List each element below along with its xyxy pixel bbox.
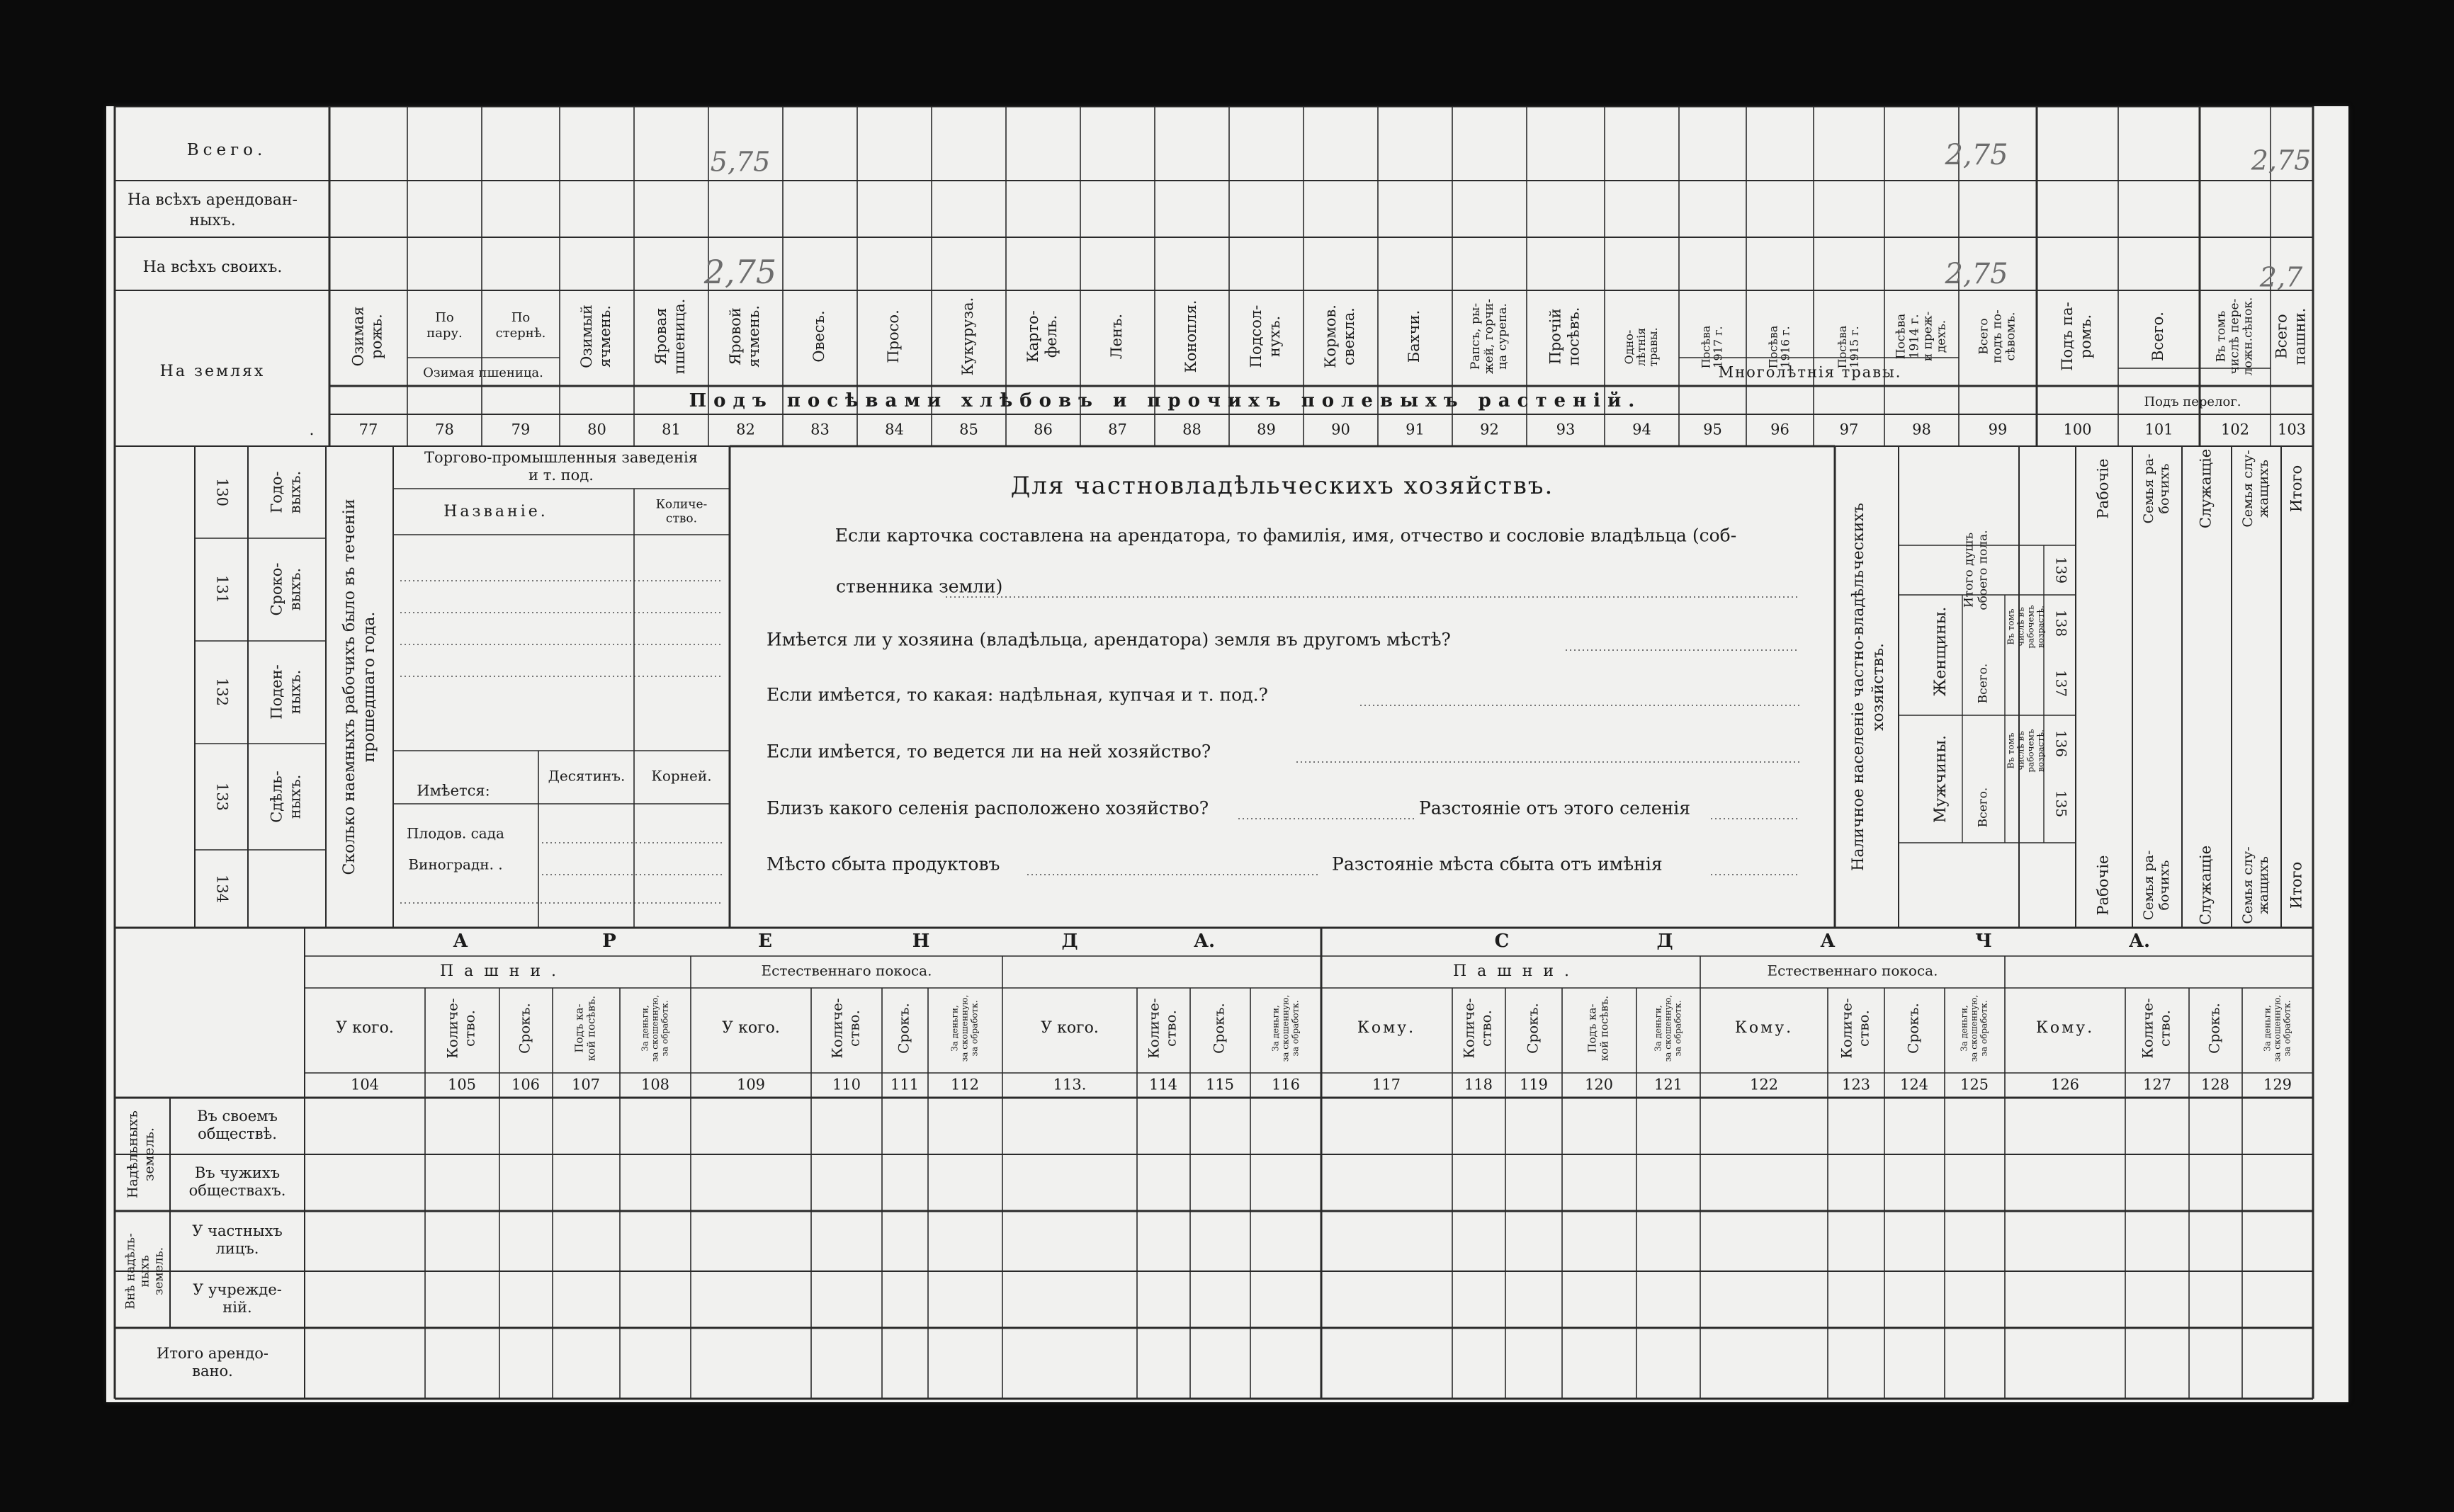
za-dengi-header: За деньги,: [2262, 1005, 2273, 1052]
col-header: ца сурепа.: [1495, 303, 1510, 370]
kolich-header: ство.: [2156, 1010, 2173, 1047]
col-header: Посѣва: [1699, 325, 1713, 369]
handwritten-value: 2,75: [703, 253, 777, 291]
right-col-label: Рабочiе: [2094, 855, 2112, 916]
za-dengi-header: за обработк.: [1290, 1000, 1301, 1057]
col-number: 129: [2263, 1076, 2292, 1093]
worker-type-label: Сдѣль-: [268, 771, 285, 823]
col-number: 120: [1584, 1076, 1614, 1093]
col-number: 108: [640, 1076, 670, 1093]
za-dengi-header: за скошенную,: [1280, 994, 1291, 1062]
right-col-label: Итого: [2288, 465, 2305, 513]
kolich-header: Количе-: [1460, 998, 1478, 1059]
handwritten-value: 2,75: [2251, 144, 2312, 176]
pop-number: 139: [2052, 556, 2070, 584]
population-vertical: Наличное населенiе частно-владѣльческихъ: [1850, 503, 1867, 871]
pod-kakoy-header: кой посѣвъ.: [584, 995, 598, 1062]
itogo-dush: обоего пола.: [1976, 530, 1991, 610]
q5a: Близъ какого селенiя расположено хозяйство?: [767, 797, 1209, 819]
q5b: Разстоянiе отъ этого селенiя: [1419, 797, 1691, 819]
itogo-dush: Итого душъ: [1962, 532, 1977, 608]
col-number: 111: [890, 1076, 920, 1093]
col-number: 86: [1034, 421, 1053, 438]
col-header: Конопля.: [1182, 300, 1199, 373]
vsego-label: Всего.: [1976, 663, 1991, 704]
col-number: 79: [511, 421, 531, 438]
col-number: 128: [2200, 1076, 2230, 1093]
estestv-label: Естественнаго покоса.: [1767, 962, 1938, 979]
row-label: обществѣ.: [198, 1125, 277, 1143]
trade-qty: ство.: [665, 511, 698, 526]
kolich-header: ство.: [1855, 1010, 1872, 1047]
worker-type-number: 132: [213, 677, 231, 707]
col-number: 126: [2050, 1076, 2080, 1093]
col-number: 77: [358, 421, 378, 438]
census-form: [106, 106, 2348, 1402]
col-header: Карто-: [1024, 310, 1041, 363]
arenda-letter: Д: [1061, 931, 1078, 952]
col-header: Яровая: [652, 307, 669, 365]
worker-type-label: Поден-: [268, 664, 285, 720]
arenda-letter: Р: [602, 931, 616, 952]
col-number: 104: [350, 1076, 380, 1093]
za-dengi-header: за скошенную,: [650, 994, 660, 1062]
sdacha-letter: Д: [1656, 931, 1673, 952]
col-header: ложн.сѣнок.: [2241, 297, 2256, 376]
vinogr-label: Виноградн. .: [408, 856, 503, 873]
col-number: 92: [1480, 421, 1499, 438]
worker-type-label: ныхъ.: [286, 669, 304, 715]
col-number: 102: [2220, 421, 2250, 438]
col-number: 103: [2277, 421, 2307, 438]
vtom-label: Въ томъ: [2006, 732, 2016, 769]
vsego-label: Всего.: [1976, 787, 1991, 828]
perelog-group: Подъ перелог.: [2144, 394, 2241, 409]
za-dengi-header: за обработк.: [1979, 1000, 1989, 1057]
right-col-label: Семья ра-: [2141, 850, 2156, 921]
srok-header: Срокъ.: [2205, 1003, 2223, 1054]
srok-header: Срокъ.: [895, 1003, 912, 1054]
arenda-letter: А: [453, 931, 468, 952]
kolich-header: Количе-: [828, 998, 846, 1059]
kolich-header: Количе-: [443, 998, 461, 1059]
col-header: Рапсъ, ры-: [1469, 302, 1483, 370]
row-label: Въ чужихъ: [194, 1164, 281, 1181]
worker-type-number: 130: [213, 477, 231, 507]
worker-type-number: 134: [213, 874, 231, 904]
za-dengi-header: За деньги,: [640, 1005, 650, 1052]
col-number: 118: [1464, 1076, 1493, 1093]
u-kogo-header: У кого.: [722, 1019, 780, 1037]
right-col-label: Служащiе: [2197, 448, 2215, 529]
handwritten-value: 2,7: [2259, 261, 2303, 293]
kolich-header: ство.: [460, 1010, 478, 1047]
handwritten-value: 5,75: [710, 146, 771, 178]
col-number: 114: [1148, 1076, 1178, 1093]
trade-qty: Количе-: [655, 497, 708, 512]
vtom-label: числѣ въ: [2015, 731, 2026, 771]
q6a: Мѣсто сбыта продуктовъ: [767, 853, 1000, 875]
col-number: 113.: [1053, 1076, 1087, 1093]
col-header: и преж-: [1921, 311, 1935, 362]
vne-group: земель.: [152, 1246, 166, 1296]
right-col-label: Служащiе: [2197, 845, 2215, 926]
right-col-label: Семья слу-: [2240, 846, 2256, 924]
col-header: Всего: [2273, 314, 2290, 359]
col-number: 124: [1899, 1076, 1929, 1093]
u-kogo-header: У кого.: [336, 1019, 394, 1037]
kolich-header: Количе-: [2139, 998, 2156, 1059]
col-number: 96: [1770, 421, 1789, 438]
col-header: Посѣва: [1836, 325, 1849, 369]
col-header: пшеница.: [671, 298, 688, 375]
col-number: 117: [1372, 1076, 1401, 1093]
col-header: фель.: [1043, 314, 1060, 358]
col-header: 1914 г.: [1907, 314, 1922, 359]
ozimaya-group: Озимая пшеница.: [423, 365, 543, 380]
population-vertical: хозяйствъ.: [1870, 642, 1887, 732]
row-label-vsego: Всего.: [186, 141, 267, 159]
col-number: 105: [447, 1076, 477, 1093]
trade-title: и т. под.: [528, 467, 594, 484]
col-header: Кормов.: [1322, 305, 1339, 368]
nadel-group: Надѣльныхъ: [125, 1110, 141, 1199]
col-number: 97: [1839, 421, 1859, 438]
col-number: 122: [1749, 1076, 1779, 1093]
za-dengi-header: за скошенную,: [1969, 994, 1979, 1062]
col-number: 110: [832, 1076, 861, 1093]
q1b: ственника земли): [836, 576, 1003, 597]
right-col-label: Семья слу-: [2240, 450, 2256, 528]
pod-kakoy-header: Подъ ка-: [1585, 1004, 1599, 1053]
col-header: Посѣва: [1766, 325, 1780, 369]
crops-band: Подъ посѣвами хлѣбовъ и прочихъ полевыхъ растенiй.: [689, 390, 1642, 411]
row-label-arend: ныхъ.: [189, 212, 236, 229]
col-number: 115: [1205, 1076, 1235, 1093]
worker-type-label: ныхъ.: [286, 774, 304, 819]
row-label: У частныхъ: [192, 1222, 283, 1239]
za-dengi-header: за скошенную,: [2272, 994, 2283, 1062]
col-header: жей, горчи-: [1482, 298, 1496, 375]
komu-header: Кому.: [1734, 1019, 1794, 1037]
col-header: Озимый: [578, 305, 595, 368]
q6b: Разстоянiе мѣста сбыта отъ имѣнiя: [1332, 853, 1663, 875]
kolich-header: ство.: [1162, 1010, 1180, 1047]
col-number: 78: [435, 421, 454, 438]
srok-header: Срокъ.: [1210, 1003, 1228, 1054]
col-header: ромъ.: [2077, 314, 2094, 359]
col-number: 99: [1988, 421, 2008, 438]
col-number: 112: [950, 1076, 980, 1093]
arenda-letter: Н: [912, 931, 930, 952]
worker-type-number: 133: [213, 782, 231, 812]
pop-number: 136: [2052, 729, 2070, 758]
vtom-label: Въ томъ: [2006, 608, 2016, 645]
col-number: 98: [1912, 421, 1931, 438]
za-dengi-header: за обработк.: [969, 1000, 980, 1057]
col-number: 116: [1271, 1076, 1301, 1093]
col-header: ячмень.: [596, 305, 614, 368]
col-header: нухъ.: [1266, 315, 1283, 358]
col-header: Подсол-: [1248, 305, 1265, 368]
col-number: 88: [1182, 421, 1201, 438]
row-label: Въ своемъ: [197, 1107, 278, 1125]
right-col-label: бочихъ: [2156, 463, 2172, 514]
col-header: Прочiй: [1547, 308, 1564, 365]
right-col-label: Семья ра-: [2141, 453, 2156, 524]
col-number: 83: [810, 421, 830, 438]
col-number: 87: [1108, 421, 1127, 438]
col-number: 84: [885, 421, 904, 438]
mnogolet-group: Многолѣтнiя травы.: [1718, 363, 1902, 381]
vne-group: Внѣ надѣль-: [123, 1233, 138, 1309]
za-dengi-header: за обработк.: [660, 1000, 670, 1057]
sdacha-letter: А.: [2128, 931, 2151, 952]
col-header: По: [511, 310, 531, 326]
workers-vertical: Сколько наемныхъ рабочихъ было въ теченiи: [341, 499, 358, 875]
col-header: лѣтнiя: [1634, 327, 1648, 367]
col-header: рожь.: [368, 314, 385, 359]
col-header: посѣвъ.: [1565, 307, 1583, 366]
col-header: Одно-: [1622, 329, 1636, 365]
za-dengi-header: За деньги,: [1959, 1005, 1969, 1052]
row-label-zemlyakh: На землях: [159, 363, 266, 380]
col-number: 125: [1960, 1076, 1989, 1093]
vtom-label: числѣ въ: [2015, 607, 2026, 647]
za-dengi-header: За деньги,: [1270, 1005, 1281, 1052]
worker-type-label: выхъ.: [286, 567, 304, 611]
trade-title: Торгово-промышленныя заведенiя: [424, 448, 698, 466]
za-dengi-header: За деньги,: [1653, 1005, 1663, 1052]
vne-group: ныхъ: [137, 1255, 152, 1288]
srok-header: Срокъ.: [516, 1003, 533, 1054]
za-dengi-header: за обработк.: [2282, 1000, 2292, 1057]
col-number: 123: [1841, 1076, 1871, 1093]
col-number: 90: [1331, 421, 1350, 438]
vtom-label: возрастѣ.: [2035, 606, 2046, 648]
kolich-header: Количе-: [1145, 998, 1163, 1059]
arenda-letter: А.: [1193, 931, 1216, 952]
right-col-label: жащихъ: [2256, 856, 2271, 914]
col-header: травы.: [1646, 327, 1660, 367]
col-header: 1917 г.: [1711, 326, 1725, 368]
sdacha-letter: Ч: [1975, 931, 1992, 952]
col-number: 100: [2063, 421, 2092, 438]
vtom-label: возрастѣ.: [2035, 729, 2046, 772]
col-header: Просо.: [885, 309, 902, 363]
nadel-group: земель.: [141, 1127, 157, 1182]
col-header: Бахчи.: [1406, 309, 1423, 363]
women-label: Женщины.: [1932, 606, 1950, 697]
row-label: Итого арендо-: [157, 1344, 268, 1362]
row-label: вано.: [192, 1363, 233, 1380]
col-header: Кукуруза.: [959, 297, 976, 376]
col-header: По: [435, 310, 454, 326]
row-label: обществахъ.: [188, 1182, 286, 1200]
col-header: Озимая: [349, 306, 367, 367]
col-number: 85: [959, 421, 978, 438]
col-number: 89: [1257, 421, 1276, 438]
col-header: пару.: [426, 325, 463, 341]
col-header: стернѣ.: [495, 325, 546, 341]
row-label: У учрежде-: [193, 1280, 282, 1298]
srok-header: Срокъ.: [1904, 1003, 1922, 1054]
worker-type-number: 131: [213, 574, 231, 604]
col-number: 119: [1519, 1076, 1549, 1093]
col-number: 81: [662, 421, 681, 438]
col-header: Овесъ.: [810, 310, 827, 363]
col-number: 107: [571, 1076, 601, 1093]
col-number: 106: [511, 1076, 541, 1093]
col-number: 101: [2144, 421, 2173, 438]
col-header: Ленъ.: [1108, 314, 1125, 359]
pashni-label: П а ш н и .: [439, 962, 560, 980]
col-header: Яровой: [727, 307, 744, 365]
row-label-svoikh: На всѣхъ своихъ.: [142, 258, 283, 276]
komu-header: Кому.: [1357, 1019, 1416, 1037]
q4: Если имѣется, то ведется ли на ней хозяйство?: [767, 741, 1211, 762]
col-header: пашни.: [2291, 307, 2309, 365]
right-col-label: Итого: [2288, 861, 2305, 909]
imeetsya-label: Имѣется:: [417, 782, 490, 800]
col-number: 95: [1703, 421, 1722, 438]
pop-number: 137: [2052, 669, 2070, 698]
col-number: 93: [1556, 421, 1576, 438]
za-dengi-header: За деньги,: [949, 1005, 960, 1052]
worker-type-label: Сроко-: [268, 562, 285, 616]
q2: Имѣется ли у хозяина (владѣльца, арендатора) земля въ другомъ мѣстѣ?: [767, 629, 1451, 650]
col-number: 91: [1406, 421, 1425, 438]
row-label: лицъ.: [215, 1240, 259, 1258]
col-header: ячмень.: [745, 305, 762, 368]
sdacha-letter: С: [1494, 931, 1510, 952]
men-label: Мужчины.: [1932, 734, 1950, 824]
u-kogo-header: У кого.: [1041, 1019, 1099, 1037]
col-header: подъ по-: [1990, 309, 2005, 363]
kolich-header: ство.: [1477, 1010, 1495, 1047]
col-header: Всего.: [2149, 312, 2166, 361]
col-header: свекла.: [1340, 307, 1357, 365]
pod-kakoy-header: Подъ ка-: [572, 1004, 586, 1053]
arenda-letter: Е: [758, 931, 772, 952]
pop-number: 135: [2052, 790, 2070, 818]
col-number: 121: [1653, 1076, 1683, 1093]
col-number: 127: [2142, 1076, 2172, 1093]
kolich-header: ство.: [845, 1010, 863, 1047]
vtom-label: рабочемъ: [2025, 729, 2036, 773]
col-number: 94: [1632, 421, 1651, 438]
col-header: Въ томъ: [2214, 310, 2229, 363]
vtom-label: рабочемъ: [2025, 605, 2036, 649]
col-header: 1915 г.: [1848, 326, 1861, 368]
workers-vertical: прошедшаго года.: [361, 611, 378, 763]
za-dengi-header: за скошенную,: [1663, 994, 1673, 1062]
col-header: числѣ пере-: [2227, 298, 2242, 375]
col-header: 1916 г.: [1778, 326, 1792, 368]
col-header: Посѣва: [1894, 313, 1909, 360]
za-dengi-header: за скошенную,: [959, 994, 970, 1062]
plodov-label: Плодов. сада: [407, 824, 504, 842]
pashni-label: П а ш н и .: [1452, 962, 1573, 980]
pod-kakoy-header: кой посѣвъ.: [1598, 995, 1611, 1062]
worker-type-label: Годо-: [268, 471, 285, 513]
col-header: Всего: [1977, 318, 1991, 355]
col-header: дeхъ.: [1934, 319, 1949, 353]
handwritten-value: 2,75: [1945, 258, 2008, 290]
trade-name: Названiе.: [443, 503, 548, 521]
row-label-arend: На всѣхъ арендован-: [128, 191, 298, 209]
q1a: Если карточка составлена на арендатора, то фамилiя, имя, отчество и сословiе владѣльца (соб-: [835, 525, 1737, 546]
kolich-header: Количе-: [1838, 998, 1855, 1059]
komu-header: Кому.: [2035, 1019, 2095, 1037]
desyatin-label: Десятинъ.: [548, 767, 626, 785]
census-card: [106, 106, 2348, 1402]
za-dengi-header: за обработк.: [1673, 1000, 1683, 1057]
srok-header: Срокъ.: [1524, 1003, 1542, 1054]
row-label: нiй.: [222, 1299, 252, 1317]
korney-label: Корней.: [651, 767, 712, 785]
pop-number: 138: [2052, 609, 2070, 637]
right-col-label: жащихъ: [2256, 460, 2271, 518]
col-header: сѣвомъ.: [2003, 312, 2018, 361]
right-col-label: Рабочiе: [2094, 458, 2112, 519]
right-col-label: бочихъ: [2156, 860, 2172, 911]
col-number: 80: [587, 421, 606, 438]
col-number: 109: [736, 1076, 766, 1093]
private-title: Для частновладѣльческихъ хозяйствъ.: [1010, 472, 1554, 500]
col-number: 82: [736, 421, 755, 438]
handwritten-value: 2,75: [1945, 139, 2008, 171]
dot: .: [309, 421, 315, 439]
estestv-label: Естественнаго покоса.: [761, 962, 932, 979]
q3: Если имѣется, то какая: надѣльная, купчая и т. под.?: [767, 684, 1268, 705]
col-header: Подъ па-: [2059, 302, 2076, 371]
sdacha-letter: А: [1820, 931, 1836, 952]
worker-type-label: выхъ.: [286, 470, 304, 514]
